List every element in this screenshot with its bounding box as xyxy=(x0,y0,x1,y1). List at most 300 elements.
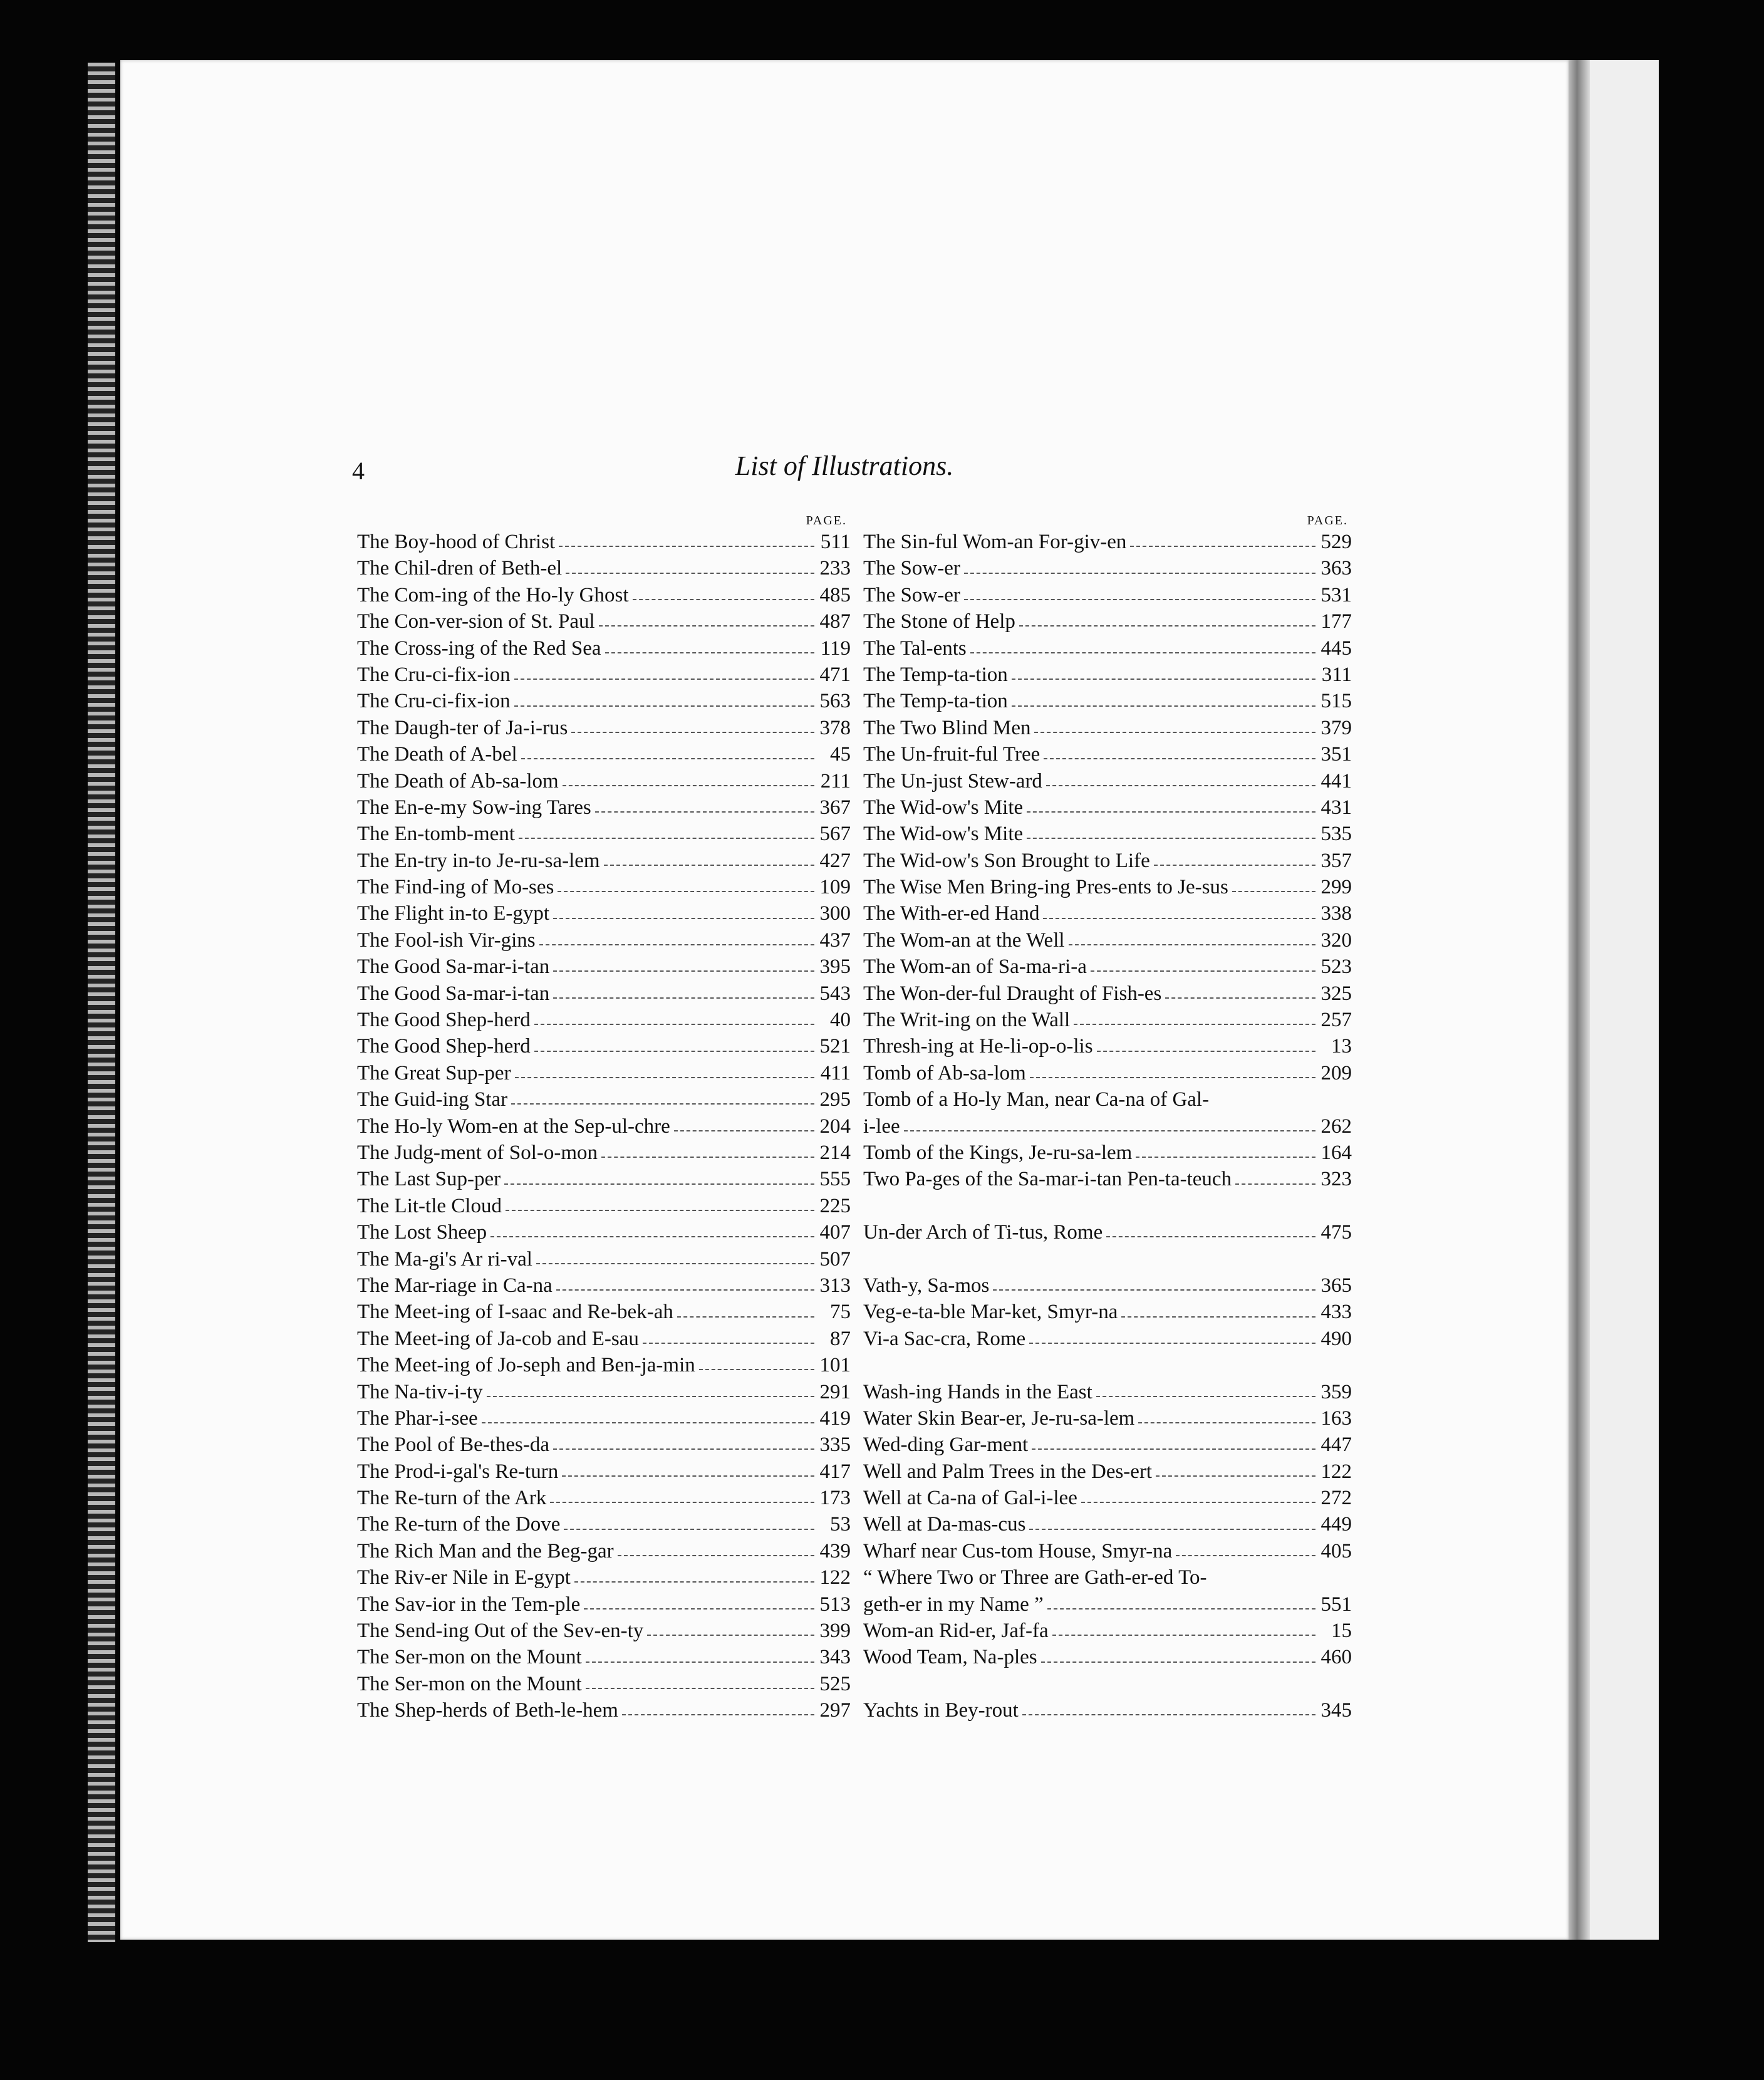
entry-title: The Wid-ow's Mite xyxy=(863,823,1024,846)
list-item xyxy=(357,1352,851,1378)
entry-title: Well at Da-mas-cus xyxy=(863,1513,1026,1536)
entry-title: The Sow-er xyxy=(863,557,960,580)
list-item xyxy=(357,1485,851,1511)
list-item xyxy=(357,1060,851,1086)
entry-title: The Tal-ents xyxy=(863,637,967,660)
entry-title: The Sow-er xyxy=(863,583,960,606)
entry-page-number: 345 xyxy=(1320,1699,1352,1722)
entry-page-number: 460 xyxy=(1320,1646,1352,1669)
entry-title: Wood Team, Na-ples xyxy=(863,1646,1037,1669)
entry-page-number: 343 xyxy=(819,1646,851,1669)
entry-title: The Judg-ment of Sol-o-mon xyxy=(357,1141,598,1164)
entry-title: The Con-ver-sion of St. Paul xyxy=(357,610,595,633)
entry-title: The Sav-ior in the Tem-ple xyxy=(357,1593,581,1616)
dot-leader xyxy=(566,571,814,574)
dot-leader xyxy=(1046,784,1315,786)
dot-leader xyxy=(1210,1581,1315,1582)
entry-title: i-lee xyxy=(863,1115,900,1138)
dot-leader xyxy=(1154,863,1315,866)
entry-page-number: 515 xyxy=(1320,690,1352,713)
dot-leader xyxy=(534,1022,814,1025)
list-item xyxy=(863,1459,1352,1485)
entry-title: Wom-an Rid-er, Jaf-fa xyxy=(863,1620,1049,1643)
dot-leader xyxy=(521,757,814,759)
entry-title: Water Skin Bear-er, Je-ru-sa-lem xyxy=(863,1407,1135,1430)
entry-title: The Send-ing Out of the Sev-en-ty xyxy=(357,1620,644,1643)
entry-page-number: 417 xyxy=(819,1460,851,1483)
entry-page-number: 363 xyxy=(1320,557,1352,580)
entry-title: The En-tomb-ment xyxy=(357,823,516,846)
entry-title: The Meet-ing of I-saac and Re-bek-ah xyxy=(357,1301,673,1324)
entry-title: The Temp-ta-tion xyxy=(863,690,1008,713)
list-item xyxy=(863,688,1352,714)
entry-page-number: 475 xyxy=(1320,1221,1352,1244)
page-column-heading: PAGE. xyxy=(806,514,847,528)
list-item xyxy=(357,1140,851,1166)
entry-page-number: 233 xyxy=(819,557,851,580)
entry-page-number: 297 xyxy=(819,1699,851,1722)
book-binding xyxy=(88,63,115,1942)
entry-page-number: 471 xyxy=(819,663,851,686)
dot-leader xyxy=(584,1607,814,1609)
dot-leader xyxy=(506,1209,814,1211)
list-item xyxy=(863,582,1352,608)
dot-leader xyxy=(553,969,814,972)
dot-leader xyxy=(1156,1474,1315,1477)
list-item xyxy=(863,1644,1352,1670)
entry-title: The With-er-ed Hand xyxy=(863,902,1040,925)
entry-title: The Flight in-to E-gypt xyxy=(357,902,550,925)
entry-page-number: 291 xyxy=(819,1380,851,1403)
dot-leader xyxy=(556,1288,814,1291)
list-item xyxy=(357,1299,851,1325)
dot-leader xyxy=(559,544,814,547)
dot-leader xyxy=(1081,1500,1315,1503)
entry-title: Two Pa-ges of the Sa-mar-i-tan Pen-ta-teuch xyxy=(863,1168,1232,1191)
entry-page-number: 523 xyxy=(1320,955,1352,979)
entry-page-number: 351 xyxy=(1320,743,1352,766)
blank-line xyxy=(863,1193,1352,1219)
entry-page-number: 567 xyxy=(819,823,851,846)
dot-leader xyxy=(970,651,1315,653)
entry-page-number: 209 xyxy=(1320,1061,1352,1084)
list-item xyxy=(357,1007,851,1033)
entry-page-number: 325 xyxy=(1320,982,1352,1005)
page-edge xyxy=(1569,60,1590,1940)
entry-page-number: 75 xyxy=(830,1301,851,1324)
entry-page-number: 299 xyxy=(1320,876,1352,899)
dot-leader xyxy=(511,1102,814,1105)
entry-title: The Wid-ow's Son Brought to Life xyxy=(863,849,1150,872)
entry-title: The Ser-mon on the Mount xyxy=(357,1646,582,1669)
entry-list xyxy=(357,529,851,1724)
entry-title: The Ma-gi's Ar ri-val xyxy=(357,1247,532,1271)
entry-title: The Re-turn of the Ark xyxy=(357,1487,547,1510)
dot-leader xyxy=(563,784,814,786)
entry-page-number: 40 xyxy=(830,1009,851,1032)
list-item xyxy=(357,1671,851,1697)
entry-title: The Lost Sheep xyxy=(357,1221,487,1244)
list-item xyxy=(357,1272,851,1299)
list-item xyxy=(863,874,1352,900)
entry-page-number: 378 xyxy=(819,716,851,739)
list-item xyxy=(357,1432,851,1458)
page-number: 4 xyxy=(352,457,365,485)
entry-page-number: 449 xyxy=(1320,1513,1352,1536)
entry-page-number: 419 xyxy=(819,1407,851,1430)
list-item xyxy=(863,1272,1352,1299)
dot-leader xyxy=(633,598,814,600)
list-item xyxy=(863,1113,1352,1140)
entry-title: The Un-fruit-ful Tree xyxy=(863,743,1040,766)
list-item xyxy=(357,715,851,741)
entry-page-number: 211 xyxy=(820,769,851,793)
entry-title: Well at Ca-na of Gal-i-lee xyxy=(863,1487,1077,1510)
entry-page-number: 53 xyxy=(830,1513,851,1536)
list-item xyxy=(357,927,851,954)
entry-page-number: 411 xyxy=(820,1061,851,1084)
dot-leader xyxy=(586,1687,814,1689)
list-item xyxy=(863,848,1352,874)
entry-title: The Stone of Help xyxy=(863,610,1015,633)
list-item xyxy=(357,555,851,581)
entry-title: The Wom-an of Sa-ma-ri-a xyxy=(863,955,1087,979)
entry-title: The En-e-my Sow-ing Tares xyxy=(357,796,591,819)
entry-page-number: 490 xyxy=(1320,1327,1352,1350)
entry-page-number: 225 xyxy=(819,1194,851,1217)
entry-title: The Temp-ta-tion xyxy=(863,663,1008,686)
list-item xyxy=(863,1405,1352,1432)
dot-leader xyxy=(1097,1049,1315,1052)
list-item xyxy=(357,1113,851,1140)
dot-leader xyxy=(586,1660,814,1663)
dot-leader xyxy=(1176,1554,1315,1556)
entry-page-number: 431 xyxy=(1320,796,1352,819)
list-item xyxy=(357,1405,851,1432)
entry-page-number: 529 xyxy=(1320,531,1352,553)
list-item xyxy=(863,821,1352,847)
entry-page-number: 335 xyxy=(819,1433,851,1457)
list-item xyxy=(357,741,851,767)
entry-title: The Writ-ing on the Wall xyxy=(863,1009,1071,1032)
dot-leader xyxy=(536,1262,814,1264)
entry-title: Veg-e-ta-ble Mar-ket, Smyr-na xyxy=(863,1301,1118,1324)
dot-leader xyxy=(1012,677,1315,680)
entry-title: Un-der Arch of Ti-tus, Rome xyxy=(863,1221,1103,1244)
dot-leader xyxy=(1029,1341,1315,1344)
entry-page-number: 122 xyxy=(1320,1460,1352,1483)
list-item xyxy=(357,1166,851,1192)
entry-title: Wed-ding Gar-ment xyxy=(863,1433,1029,1457)
entry-title: Tomb of a Ho-ly Man, near Ca-na of Gal- xyxy=(863,1088,1210,1111)
dot-leader xyxy=(514,704,814,707)
entry-title: Yachts in Bey-rout xyxy=(863,1699,1019,1722)
entry-page-number: 164 xyxy=(1320,1141,1352,1164)
entry-title: The Sin-ful Wom-an For-giv-en xyxy=(863,531,1127,553)
dot-leader xyxy=(677,1315,814,1318)
list-item xyxy=(863,608,1352,635)
dot-leader xyxy=(1019,624,1315,627)
list-item xyxy=(863,635,1352,662)
list-item xyxy=(863,1697,1352,1724)
entry-title: The Re-turn of the Dove xyxy=(357,1513,561,1536)
entry-page-number: 485 xyxy=(819,583,851,606)
entry-page-number: 563 xyxy=(819,690,851,713)
entry-title: The Find-ing of Mo-ses xyxy=(357,876,554,899)
dot-leader xyxy=(647,1633,814,1636)
dot-leader xyxy=(1091,969,1315,972)
entry-page-number: 535 xyxy=(1320,823,1352,846)
dot-leader xyxy=(643,1341,814,1344)
list-item xyxy=(357,1033,851,1059)
list-item xyxy=(357,1644,851,1670)
list-item xyxy=(863,900,1352,927)
entry-page-number: 13 xyxy=(1331,1035,1352,1058)
dot-leader xyxy=(534,1049,814,1052)
list-item xyxy=(863,1033,1352,1059)
entry-title: The Ho-ly Wom-en at the Sep-ul-chre xyxy=(357,1115,670,1138)
entry-title: “ Where Two or Three are Gath-er-ed To- xyxy=(863,1566,1207,1589)
entry-title: The Daugh-ter of Ja-i-rus xyxy=(357,716,568,739)
list-item xyxy=(863,1379,1352,1405)
entry-title: The Cru-ci-fix-ion xyxy=(357,663,511,686)
list-item xyxy=(357,635,851,662)
list-item xyxy=(357,1459,851,1485)
list-item xyxy=(863,1086,1352,1113)
dot-leader xyxy=(562,1474,814,1477)
entry-page-number: 357 xyxy=(1320,849,1352,872)
entry-title: The Cross-ing of the Red Sea xyxy=(357,637,601,660)
dot-leader xyxy=(1235,1182,1315,1185)
list-item xyxy=(863,662,1352,688)
entry-page-number: 365 xyxy=(1320,1274,1352,1297)
entry-page-number: 525 xyxy=(819,1672,851,1695)
dot-leader xyxy=(1034,731,1315,733)
entry-title: The Won-der-ful Draught of Fish-es xyxy=(863,982,1162,1005)
entry-title: Wharf near Cus-tom House, Smyr-na xyxy=(863,1539,1173,1563)
blank-line xyxy=(863,1246,1352,1272)
list-item xyxy=(863,555,1352,581)
dot-leader xyxy=(553,917,814,919)
dot-leader xyxy=(699,1368,814,1370)
list-item xyxy=(863,715,1352,741)
dot-leader xyxy=(1138,1421,1315,1423)
list-item xyxy=(357,1379,851,1405)
list-item xyxy=(357,794,851,821)
entry-page-number: 173 xyxy=(819,1487,851,1510)
entry-title: The Fool-ish Vir-gins xyxy=(357,928,536,952)
entry-title: The Good Sa-mar-i-tan xyxy=(357,982,550,1005)
list-item xyxy=(863,1511,1352,1537)
dot-leader xyxy=(1027,836,1315,839)
dot-leader xyxy=(490,1235,814,1237)
entry-title: The Pool of Be-thes-da xyxy=(357,1433,550,1457)
entry-title: The Two Blind Men xyxy=(863,716,1031,739)
list-item xyxy=(357,821,851,847)
entry-page-number: 395 xyxy=(819,955,851,979)
entry-page-number: 487 xyxy=(819,610,851,633)
entry-title: Thresh-ing at He-li-op-o-lis xyxy=(863,1035,1093,1058)
list-item xyxy=(863,1007,1352,1033)
dot-leader xyxy=(964,598,1315,600)
entry-page-number: 359 xyxy=(1320,1380,1352,1403)
entry-page-number: 447 xyxy=(1320,1433,1352,1457)
dot-leader xyxy=(964,571,1315,574)
list-item xyxy=(863,1060,1352,1086)
entry-page-number: 214 xyxy=(819,1141,851,1164)
entry-page-number: 399 xyxy=(819,1620,851,1643)
list-item xyxy=(357,1591,851,1618)
dot-leader xyxy=(674,1129,814,1131)
entry-title: The Good Shep-herd xyxy=(357,1009,531,1032)
dot-leader xyxy=(564,1527,814,1530)
dot-leader xyxy=(1043,917,1315,919)
document-page xyxy=(120,60,1569,1940)
entry-title: The Good Sa-mar-i-tan xyxy=(357,955,550,979)
entry-page-number: 441 xyxy=(1320,769,1352,793)
list-item xyxy=(863,1591,1352,1618)
list-item xyxy=(357,954,851,980)
list-item xyxy=(357,1219,851,1245)
entry-page-number: 367 xyxy=(819,796,851,819)
dot-leader xyxy=(1069,943,1315,945)
entry-page-number: 272 xyxy=(1320,1487,1352,1510)
list-item xyxy=(863,741,1352,767)
entry-page-number: 177 xyxy=(1320,610,1352,633)
entry-page-number: 543 xyxy=(819,982,851,1005)
entry-page-number: 513 xyxy=(819,1593,851,1616)
blank-line xyxy=(863,1671,1352,1697)
entry-page-number: 427 xyxy=(819,849,851,872)
list-item xyxy=(863,529,1352,555)
dot-leader xyxy=(571,731,814,733)
list-item xyxy=(863,1432,1352,1458)
entry-page-number: 257 xyxy=(1320,1009,1352,1032)
dot-leader xyxy=(574,1580,814,1583)
entry-title: Tomb of the Kings, Je-ru-sa-lem xyxy=(863,1141,1133,1164)
entry-title: The Na-tiv-i-ty xyxy=(357,1380,483,1403)
dot-leader xyxy=(1041,1660,1315,1663)
dot-leader xyxy=(514,677,814,680)
entry-list xyxy=(863,529,1352,1724)
dot-leader xyxy=(1047,1607,1315,1609)
entry-title: The Prod-i-gal's Re-turn xyxy=(357,1460,559,1483)
entry-page-number: 163 xyxy=(1320,1407,1352,1430)
list-item xyxy=(863,794,1352,821)
entry-page-number: 445 xyxy=(1320,637,1352,660)
list-item xyxy=(863,768,1352,794)
entry-title: The Wom-an at the Well xyxy=(863,928,1065,952)
dot-leader xyxy=(1096,1395,1315,1397)
entry-page-number: 439 xyxy=(819,1539,851,1563)
entry-title: The Chil-dren of Beth-el xyxy=(357,557,563,580)
list-item xyxy=(863,954,1352,980)
entry-title: The Lit-tle Cloud xyxy=(357,1194,502,1217)
illustrations-column-left xyxy=(357,512,851,1724)
dot-leader xyxy=(1106,1235,1315,1237)
entry-title: The Good Shep-herd xyxy=(357,1035,531,1058)
entry-title: Tomb of Ab-sa-lom xyxy=(863,1061,1026,1084)
entry-page-number: 311 xyxy=(1321,663,1352,686)
dot-leader xyxy=(1012,704,1315,707)
dot-leader xyxy=(1022,1713,1315,1715)
entry-title: The Meet-ing of Ja-cob and E-sau xyxy=(357,1327,639,1350)
list-item xyxy=(357,1086,851,1113)
list-item xyxy=(357,1538,851,1564)
dot-leader xyxy=(558,890,814,892)
entry-page-number: 338 xyxy=(1320,902,1352,925)
entry-page-number: 407 xyxy=(819,1221,851,1244)
dot-leader xyxy=(605,651,814,653)
illustrations-column-right xyxy=(863,512,1352,1724)
entry-page-number: 15 xyxy=(1331,1620,1352,1643)
dot-leader xyxy=(1032,1447,1315,1450)
dot-leader xyxy=(1136,1155,1315,1158)
list-item xyxy=(357,768,851,794)
entry-title: The Great Sup-per xyxy=(357,1061,511,1084)
dot-leader xyxy=(1213,1103,1315,1104)
page-column-heading: PAGE. xyxy=(1307,514,1348,528)
dot-leader xyxy=(539,943,814,945)
list-item xyxy=(863,1618,1352,1644)
entry-page-number: 379 xyxy=(1320,716,1352,739)
dot-leader xyxy=(1121,1315,1315,1318)
entry-title: The Rich Man and the Beg-gar xyxy=(357,1539,614,1563)
entry-page-number: 122 xyxy=(819,1566,851,1589)
entry-page-number: 313 xyxy=(819,1274,851,1297)
dot-leader xyxy=(487,1395,814,1397)
running-title: List of Illustrations. xyxy=(735,450,954,481)
entry-page-number: 507 xyxy=(819,1247,851,1271)
entry-title: The Guid-ing Star xyxy=(357,1088,508,1111)
entry-page-number: 521 xyxy=(819,1035,851,1058)
dot-leader xyxy=(622,1713,814,1715)
list-item xyxy=(357,900,851,927)
dot-leader xyxy=(1029,1527,1315,1530)
entry-page-number: 433 xyxy=(1320,1301,1352,1324)
entry-page-number: 437 xyxy=(819,928,851,952)
entry-page-number: 405 xyxy=(1320,1539,1352,1563)
list-item xyxy=(863,1140,1352,1166)
list-item xyxy=(357,582,851,608)
entry-page-number: 320 xyxy=(1320,928,1352,952)
list-item xyxy=(357,1618,851,1644)
list-item xyxy=(863,1326,1352,1352)
entry-page-number: 551 xyxy=(1320,1593,1352,1616)
list-item xyxy=(357,1246,851,1272)
entry-title: Vath-y, Sa-mos xyxy=(863,1274,990,1297)
dot-leader xyxy=(519,836,814,839)
dot-leader xyxy=(1044,757,1315,759)
entry-title: Wash-ing Hands in the East xyxy=(863,1380,1092,1403)
entry-page-number: 204 xyxy=(819,1115,851,1138)
dot-leader xyxy=(1074,1022,1315,1025)
entry-page-number: 87 xyxy=(830,1327,851,1350)
entry-page-number: 119 xyxy=(820,637,851,660)
entry-title: The Cru-ci-fix-ion xyxy=(357,690,511,713)
list-item xyxy=(863,1485,1352,1511)
list-item xyxy=(863,927,1352,954)
dot-leader xyxy=(1232,890,1315,892)
dot-leader xyxy=(553,996,814,999)
dot-leader xyxy=(993,1288,1315,1291)
list-item xyxy=(863,1166,1352,1192)
list-item xyxy=(863,980,1352,1007)
list-item xyxy=(357,848,851,874)
list-item xyxy=(357,1564,851,1591)
dot-leader xyxy=(904,1129,1315,1131)
entry-page-number: 300 xyxy=(819,902,851,925)
